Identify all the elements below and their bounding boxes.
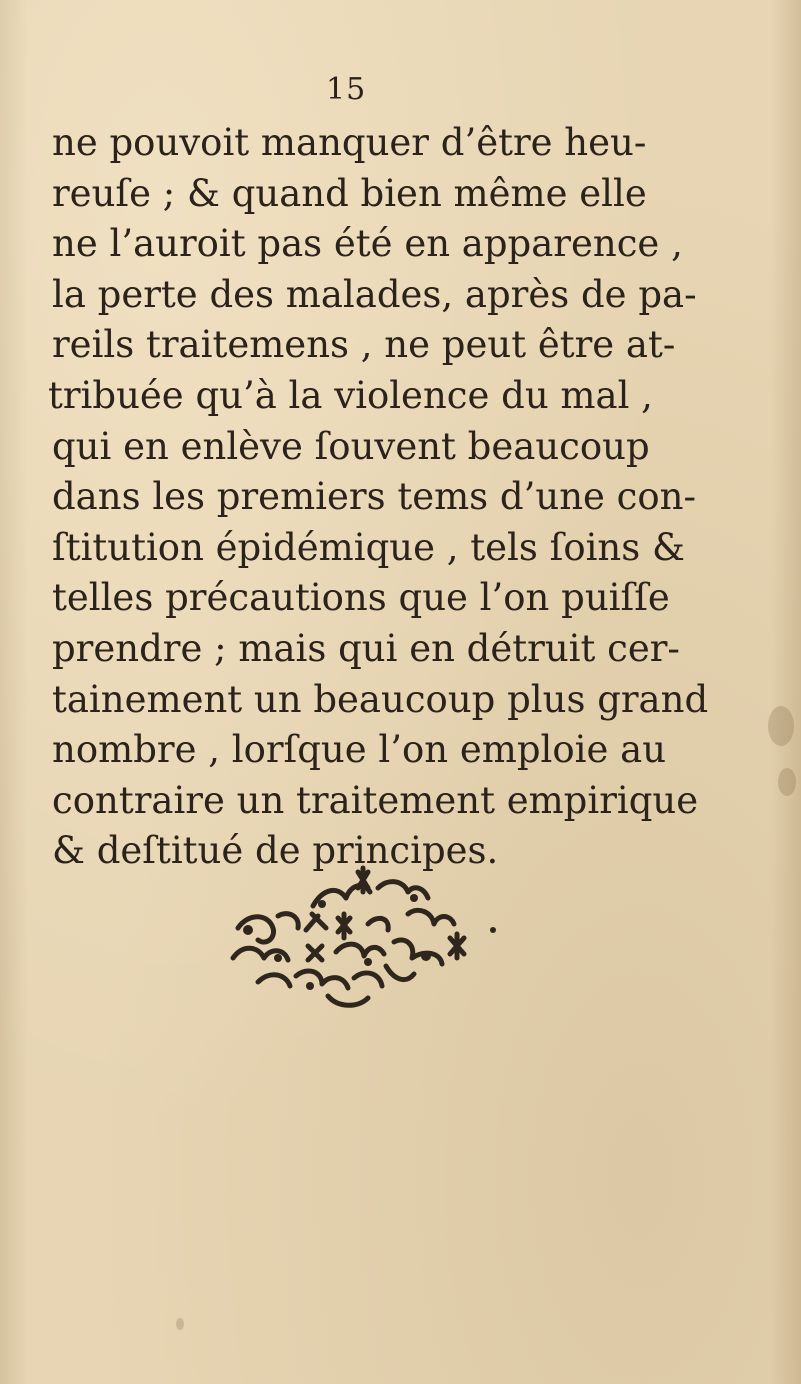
text-line: reils traitemens , ne peut être at- [52,323,676,367]
floral-tailpiece-ornament-icon [218,858,518,1018]
text-line: dans les premiers tems d’une con- [52,475,697,519]
text-line: la perte des malades, après de pa- [52,272,697,316]
text-line: prendre ; mais qui en détruit cer- [52,626,680,670]
text-line: nombre , lorſque l’on emploie au [52,728,667,772]
text-line: reuſe ; & quand bien même elle [52,171,647,215]
body-text [48,118,752,877]
text-line: contraire un traitement empirique [52,778,699,822]
text-line: tainement un beaucoup plus grand [52,677,709,721]
text-line: & deſtitué de principes. [52,829,499,873]
text-line: tribuée qu’à la violence du mal , [48,373,653,417]
paper-stain [768,706,794,746]
page-number: 15 [326,72,367,107]
text-line: ne pouvoit manquer d’être heu- [52,121,647,164]
text-line: ſtitution épidémique , tels ſoins & [52,525,685,569]
text-line: ne l’auroit pas été en apparence , [52,222,683,266]
paper-stain [176,1318,184,1330]
text-line: telles précautions que l’on puiſſe [52,576,670,620]
text-line: qui en enlève ſouvent beaucoup [52,424,650,468]
paper-stain [778,768,796,796]
